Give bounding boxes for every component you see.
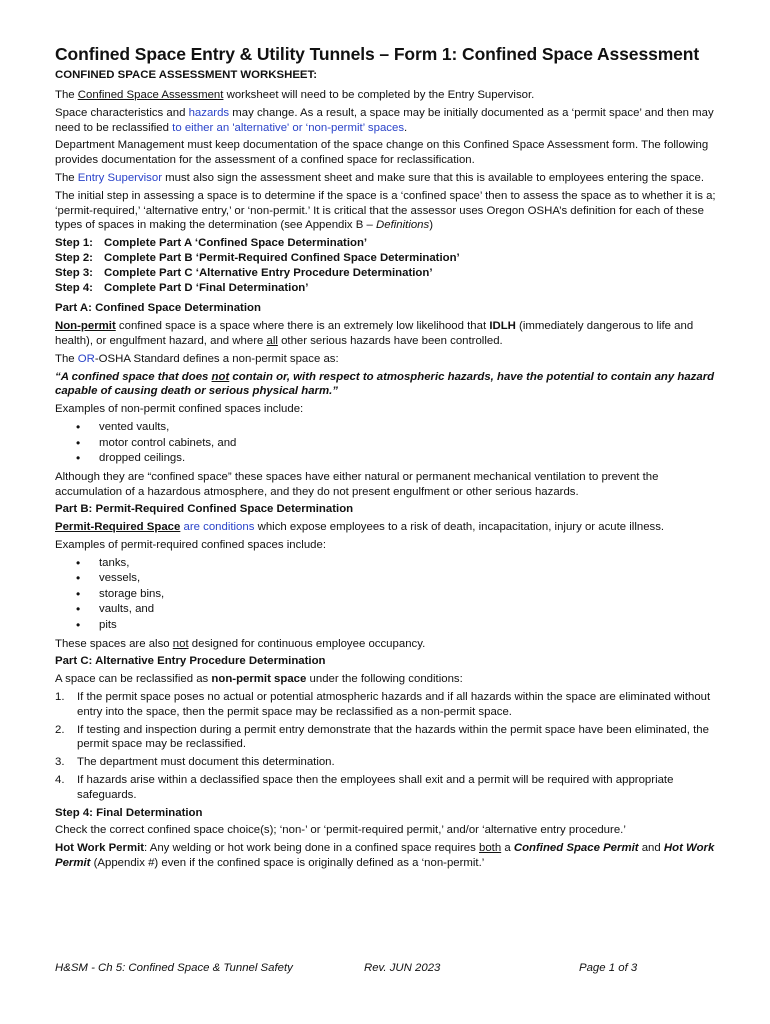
part-b-after: These spaces are also not designed for continuous employee occupancy. (55, 637, 426, 650)
step-item: Step 1: Complete Part A ‘Confined Space Determination’ (55, 237, 368, 250)
intro-paragraph-2: Space characteristics and hazards may change. As a result, a space may be initially documented as a ‘permit space’ and then may need to be reclassified to either an 'alternative' or ‘non-permit’ spaces. (55, 106, 714, 134)
step-4-heading: Step 4: Final Determination (55, 806, 203, 819)
part-b-paragraph-1: Permit-Required Space are conditions which expose employees to a risk of death, incapacitation, injury or acute illness. (55, 521, 665, 534)
intro-paragraph-4: The Entry Supervisor must also sign the assessment sheet and make sure that this is available to employees entering the space. (55, 171, 704, 184)
part-a-heading: Part A: Confined Space Determination (55, 302, 261, 315)
permit-required-examples-list (55, 556, 719, 634)
step-4-paragraph: Check the correct confined space choice(s); ‘non-’ or ‘permit-required permit,’ and/or ‘alternative entry procedure.’ (55, 824, 626, 837)
steps-list (55, 236, 719, 295)
step-item: Step 4: Complete Part D ‘Final Determination’ (55, 281, 309, 294)
part-a-examples-intro: Examples of non-permit confined spaces include: (55, 403, 304, 416)
part-c-intro: A space can be reclassified as non-permit space under the following conditions: (55, 673, 463, 686)
list-item: 2. If testing and inspection during a permit entry demonstrate that the hazards within the permit space have been eliminated, the permit space may be reclassified. (55, 723, 709, 751)
document-title: Confined Space Entry & Utility Tunnels – Form 1: Confined Space Assessment (55, 44, 700, 64)
list-item: 1. If the permit space poses no actual or potential atmospheric hazards and if all hazards within the space are eliminated without entry into the space, then the permit space may be reclassified as a non-permit space. (55, 691, 711, 718)
step-item: Step 3: Complete Part C ‘Alternative Entry Procedure Determination’ (55, 266, 433, 279)
part-c-conditions-list (55, 690, 719, 803)
part-a-after: Although they are “confined space” these spaces have either natural or permanent mechanical ventilation to prevent the accumulation of a hazardous atmosphere, and they do not present engulfment or other serious hazards. (55, 470, 659, 498)
intro-paragraph-1: The Confined Space Assessment worksheet will need to be completed by the Entry Supervisor. (55, 89, 535, 101)
worksheet-subtitle: CONFINED SPACE ASSESSMENT WORKSHEET: (55, 69, 318, 81)
part-a-paragraph-1: Non-permit confined space is a space where there is an extremely low likelihood that IDLH (immediately dangerous to life and health), or engulfment hazard, and where all other serious hazards have been controlled. (55, 320, 694, 347)
part-c-heading: Part C: Alternative Entry Procedure Determination (55, 655, 326, 668)
list-item: • vented vaults, (55, 420, 719, 436)
conditions-link[interactable]: are conditions (180, 521, 255, 534)
assessment-link[interactable]: Confined Space Assessment (77, 89, 224, 101)
footer-revision: Rev. JUN 2023 (364, 962, 441, 974)
non-permit-examples-list (55, 420, 719, 467)
list-item: • tanks, (55, 556, 719, 572)
part-a-paragraph-2: The OR-OSHA Standard defines a non-permit space as: (55, 352, 339, 365)
hot-work-paragraph: Hot Work Permit: Any welding or hot work being done in a confined space requires both a Confined Space Permit and Hot Work Permit (Appendix #) even if the confined space is originally defined as a ‘non-permit.’ (55, 842, 715, 870)
list-item: • dropped ceilings. (55, 451, 719, 467)
list-item: • motor control cabinets, and (55, 436, 719, 452)
document-page (55, 44, 719, 874)
step-item: Step 2: Complete Part B ‘Permit-Required Confined Space Determination’ (55, 251, 460, 264)
list-item: 3. The department must document this determination. (55, 756, 335, 769)
list-item: • storage bins, (55, 587, 719, 603)
intro-paragraph-3: Department Management must keep documentation of the space change on this Confined Space Assessment form. The following provides documentation for the assessment of a confined space for reclassification. (55, 139, 709, 167)
hazards-link[interactable]: hazards (188, 106, 230, 119)
list-item: • vessels, (55, 571, 719, 587)
reclassify-link[interactable]: to either an 'alternative' or ‘non-permit’ spaces (172, 121, 405, 134)
part-b-examples-intro: Examples of permit-required confined spaces include: (55, 538, 326, 551)
list-item: 4. If hazards arise within a declassified space then the employees shall exit and a permit will be required with appropriate safeguards. (55, 774, 674, 801)
entry-supervisor-link[interactable]: Entry Supervisor (77, 171, 162, 184)
part-b-heading: Part B: Permit-Required Confined Space Determination (55, 503, 354, 516)
list-item: • pits (55, 618, 719, 634)
intro-paragraph-5: The initial step in assessing a space is to determine if the space is a ‘confined space’ then to assess the space as to whether it is a; ‘permit-required,’ ‘alternative entry,’ or ‘non-permit.’ It is critical that the assessor uses Oregon OSHA’s definition for each of these types of spaces in making the determination (see Appendix B – Definitions) (55, 189, 716, 232)
or-osha-link[interactable]: OR (77, 352, 95, 365)
footer-page-number: Page 1 of 3 (579, 962, 638, 974)
footer-chapter: H&SM - Ch 5: Confined Space & Tunnel Safety (55, 962, 293, 974)
list-item: • vaults, and (55, 602, 719, 618)
part-a-quote: “A confined space that does not contain or, with respect to atmospheric hazards, have the potential to contain any hazard capable of causing death or serious physical harm.” (55, 370, 715, 398)
